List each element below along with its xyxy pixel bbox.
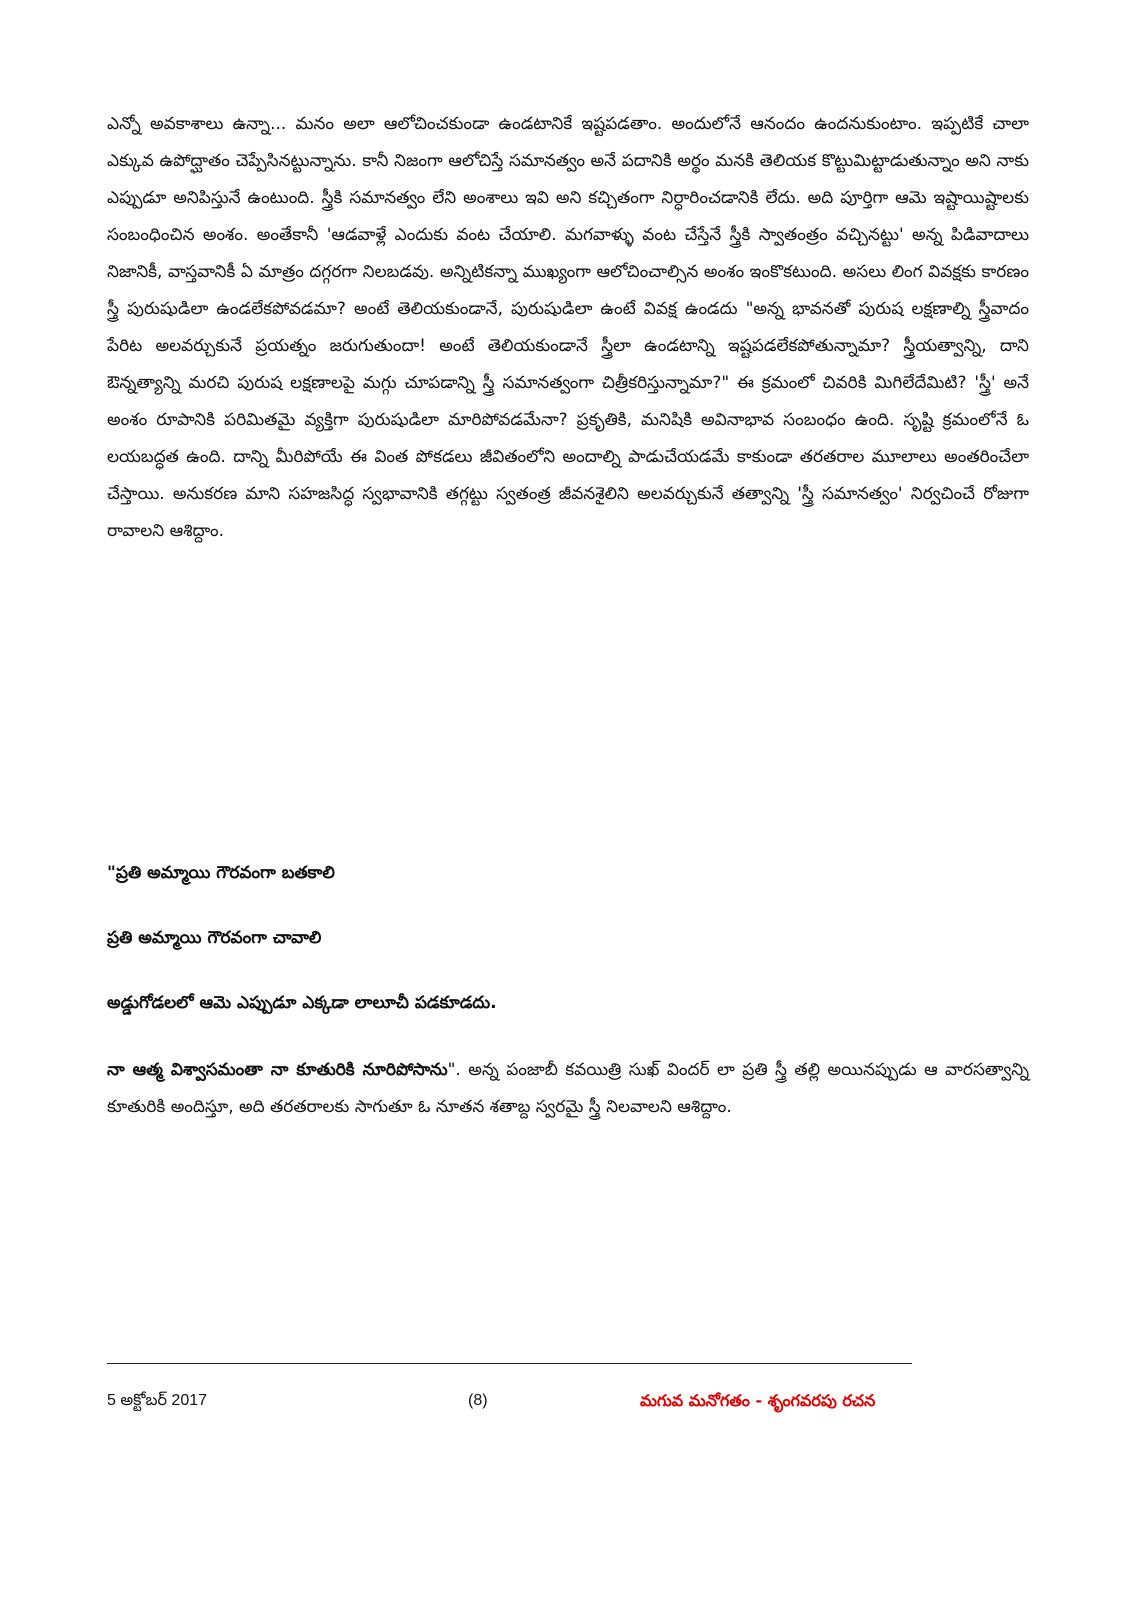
footer-divider (107, 1363, 912, 1364)
footer-title: మగువ మనోగతం - శృంగవరపు రచన (640, 1391, 876, 1410)
quote-line-final: నా ఆత్మ విశ్వాసమంతా నా కూతురికి నూరిపోసాను (107, 1060, 448, 1080)
footer-date: 5 అక్టోబర్ 2017 (107, 1392, 208, 1409)
quote-line: అడ్డుగోడలలో ఆమె ఎప్పుడూ ఎక్కడా లాలూచీ పడకూడదు. (107, 993, 497, 1013)
quote-line: ప్రతి అమ్మాయి గౌరవంగా చావాలి (107, 928, 322, 948)
closing-paragraph-text: ". అన్న పంజాబీ కవయిత్రి సుఖ్ విందర్ లా ప్రతి స్త్రీ తల్లి అయినప్పుడు ఆ వారసత్వాన్ని కూతురికి అందిస్తూ, అది తరతరాలకు సాగుతూ ఓ నూతన శతాబ్ద స్వరమై స్త్రీ నిలవాలని ఆశిద్దాం. (107, 1060, 1029, 1117)
page-number: (8) (468, 1392, 488, 1409)
quote-line: "ప్రతి అమ్మాయి గౌరవంగా బతకాలి (107, 863, 335, 883)
closing-paragraph (107, 1052, 1029, 1126)
body-paragraph: ఎన్నో అవకాశాలు ఉన్నా... మనం అలా ఆలోచించకుండా ఉండటానికే ఇష్టపడతాం. అందులోనే ఆనందం ఉందనుకుంటాం. ఇప్పటికే చాలా ఎక్కువ ఉపోద్ఘాతం చెప్పేసినట్టున్నాను. కానీ నిజంగా ఆలోచిస్తే సమానత్వం అనే పదానికి అర్థం మనకి తెలియక కొట్టుమిట్టాడుతున్నాం అని నాకు ఎప్పుడూ అనిపిస్తునే ఉంటుంది. స్త్రీకి సమానత్వం లేని అంశాలు ఇవి అని కచ్చితంగా నిర్ధారించడానికి లేదు. అది పూర్తిగా ఆమె ఇష్టాయిష్టాలకు సంబంధించిన అంశం. అంతేకానీ 'ఆడవాళ్లే ఎందుకు వంట చేయాలి. మగవాళ్ళు వంట చేస్తేనే స్త్రీకి స్వాతంత్రం వచ్చినట్టు' అన్న పిడివాదాలు నిజానికీ, వాస్తవానికీ ఏ మాత్రం దగ్గరగా నిలబడవు. అన్నిటికన్నా ముఖ్యంగా ఆలోచించాల్సిన అంశం ఇంకొకటుంది. అసలు లింగ వివక్షకు కారణం స్త్రీ పురుషుడిలా ఉండలేకపోవడమా? అంటే తెలియకుండానే, పురుషుడిలా ఉంటే వివక్ష ఉండదు "అన్న భావనతో పురుష లక్షణాల్ని స్త్రీవాదం పేరిట అలవర్చుకునే ప్రయత్నం జరుగుతుందా! అంటే తెలియకుండానే స్త్రీలా ఉండటాన్ని ఇష్టపడలేకపోతున్నామా? స్త్రీయత్వాన్ని, దాని ఔన్నత్యాన్ని మరచి పురుష లక్షణాలపై మగ్గు చూపడాన్ని స్త్రీ సమానత్వంగా చిత్రీకరిస్తున్నామా?" ఈ క్రమంలో చివరికి మిగిలేదేమిటి? 'స్త్రీ' అనే అంశం రూపానికి పరిమితమై వ్యక్తిగా పురుషుడిలా మారిపోవడమేనా? ప్రకృతికి, మనిషికి అవినాభావ సంబంధం ఉంది. సృష్టి క్రమంలోనే ఓ లయబద్ధత ఉంది. దాన్ని మీరిపోయే ఈ వింత పోకడలు జీవితంలోని అందాల్ని పాడుచేయడమే కాకుండా తరతరాల మూలాలు అంతరించేలా చేస్తాయి. అనుకరణ మాని సహజసిద్ధ స్వభావానికి తగ్గట్టు స్వతంత్ర జీవనశైలిని అలవర్చుకునే తత్వాన్ని 'స్త్రీ సమానత్వం' నిర్వచించే రోజుగా రావాలని ఆశిద్దాం. (107, 114, 1029, 541)
